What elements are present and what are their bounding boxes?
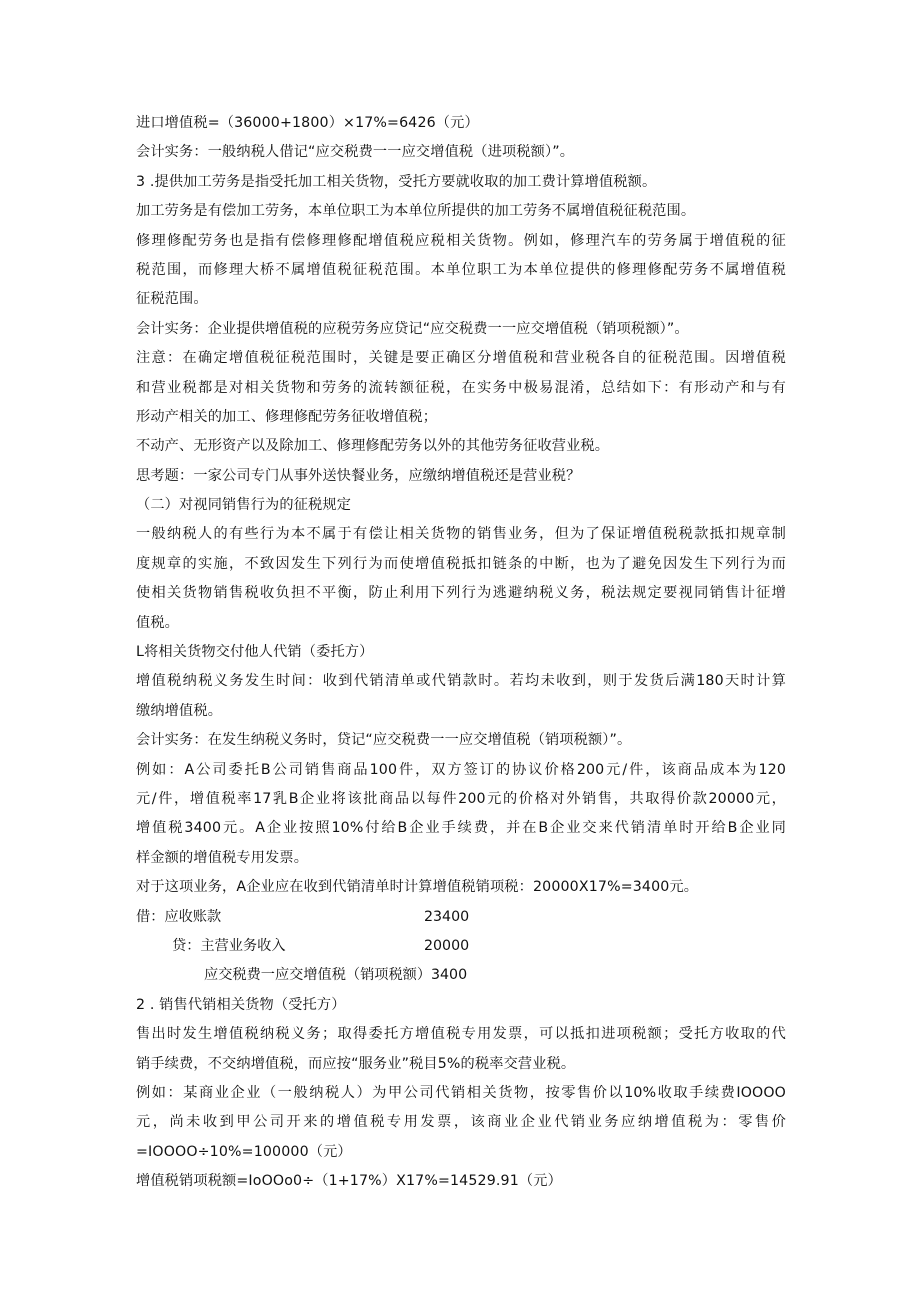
text-line-accounting-input: 会计实务：一般纳税人借记“应交税费一一应交增值税（进项税额）”。 xyxy=(136,144,575,161)
text-line-processing-service: 3 .提供加工劳务是指受托加工相关货物，受托方要就收取的加工费计算增值税额。 xyxy=(136,173,657,190)
document-body xyxy=(136,109,786,1196)
text-line-agent-example-1: 例如：某商业企业（一般纳税人）为甲公司代销相关货物，按零售价以10%收取手续费IOOOO xyxy=(136,1084,786,1101)
text-line-obligation-2: 缴纳增值税。 xyxy=(136,702,223,719)
text-line-question: 思考题：一家公司专门从事外送快餐业务，应缴纳增值税还是营业税？ xyxy=(136,467,581,484)
text-line-deemed-2: 度规章的实施，不致因发生下列行为而使增值税抵扣链条的中断，也为了避免因发生下列行为而 xyxy=(136,555,786,572)
text-line-example-calc: 对于这项业务，A企业应在收到代销清单时计算增值税销项税：20000X17%=3400元。 xyxy=(136,879,699,896)
text-line-example-2: 元/件，增值税率17乳B企业将该批商品以每件200元的价格对外销售，共取得价款20000元， xyxy=(136,790,786,807)
text-line-agent-example-2: 元，尚未收到甲公司开来的增值税专用发票，该商业企业代销业务应纳增值税为：零售价 xyxy=(136,1114,786,1131)
text-line-accounting-consignment: 会计实务：在发生纳税义务时，贷记“应交税费一一应交增值税（销项税额）”。 xyxy=(136,732,632,749)
text-line-agent-example-3: =IOOOO÷10%=100000（元） xyxy=(136,1143,352,1160)
text-line-example-3: 增值税3400元。A企业按照10%付给B企业手续费，并在B企业交来代销清单时开给B企业同 xyxy=(136,820,786,837)
journal-entry-credit-tax xyxy=(136,961,786,990)
subheading-agent-sales: 2 . 销售代销相关货物（受托方） xyxy=(136,996,346,1013)
journal-entry-credit xyxy=(136,932,786,961)
debit-account: 借：应收账款 xyxy=(136,908,222,925)
text-line-agent-output-tax: 增值税销项税额=IoOOo0÷（1+17%）X17%=14529.91（元） xyxy=(136,1173,562,1190)
text-line-example-4: 样金额的增值税专用发票。 xyxy=(136,849,309,866)
text-line-agent-2: 销手续费，不交纳增值税，而应按“服务业”税目5%的税率交营业税。 xyxy=(136,1055,576,1072)
credit-tax-account: 应交税费一应交增值税（销项税额）3400 xyxy=(204,967,468,984)
text-line-accounting-output: 会计实务：企业提供增值税的应税劳务应贷记“应交税费一一应交增值税（销项税额）”。 xyxy=(136,320,689,337)
text-line-repair-2: 税范围，而修理大桥不属增值税征税范围。本单位职工为本单位提供的修理修配劳务不属增值税 xyxy=(136,261,786,278)
text-line-deemed-4: 值税。 xyxy=(136,614,180,631)
text-line-note-3: 形动产相关的加工、修理修配劳务征收增值税； xyxy=(136,408,438,425)
subheading-consignment: L将相关货物交付他人代销（委托方） xyxy=(136,644,374,661)
text-line-import-vat: 进口增值税=（36000+1800）×17%=6426（元） xyxy=(136,115,479,131)
text-line-agent-1: 售出时发生增值税纳税义务；取得委托方增值税专用发票，可以抵扣进项税额；受托方收取的代 xyxy=(136,1026,786,1043)
section-heading-deemed-sales: （二）对视同销售行为的征税规定 xyxy=(136,497,352,514)
debit-amount: 23400 xyxy=(424,908,470,925)
credit-amount: 20000 xyxy=(424,937,470,954)
text-line-repair-3: 征税范围。 xyxy=(136,291,208,308)
journal-entry-debit xyxy=(136,903,786,932)
text-line-deemed-1: 一般纳税人的有些行为本不属于有偿让相关货物的销售业务，但为了保证增值税税款抵扣规章制 xyxy=(136,526,786,543)
credit-account: 贷：主营业务收入 xyxy=(172,937,286,954)
text-line-business-tax-scope: 不动产、无形资产以及除加工、修理修配劳务以外的其他劳务征收营业税。 xyxy=(136,438,610,455)
text-line-example-1: 例如：A公司委托B公司销售商品100件，双方签订的协议价格200元/件，该商品成本为120 xyxy=(136,761,786,778)
text-line-repair-1: 修理修配劳务也是指有偿修理修配增值税应税相关货物。例如，修理汽车的劳务属于增值税的征 xyxy=(136,232,786,249)
text-line-note-1: 注意：在确定增值税征税范围时，关键是要正确区分增值税和营业税各自的征税范围。因增值税 xyxy=(136,350,786,367)
text-line-note-2: 和营业税都是对相关货物和劳务的流转额征税，在实务中极易混淆，总结如下：有形动产和与有 xyxy=(136,379,786,396)
text-line-processing-scope: 加工劳务是有偿加工劳务，本单位职工为本单位所提供的加工劳务不属增值税征税范围。 xyxy=(136,203,696,220)
text-line-obligation-1: 增值税纳税义务发生时间：收到代销清单或代销款时。若均未收到，则于发货后满180天时计算 xyxy=(136,673,786,690)
text-line-deemed-3: 使相关货物销售税收负担不平衡，防止利用下列行为逃避纳税义务，税法规定要视同销售计征增 xyxy=(136,585,786,602)
